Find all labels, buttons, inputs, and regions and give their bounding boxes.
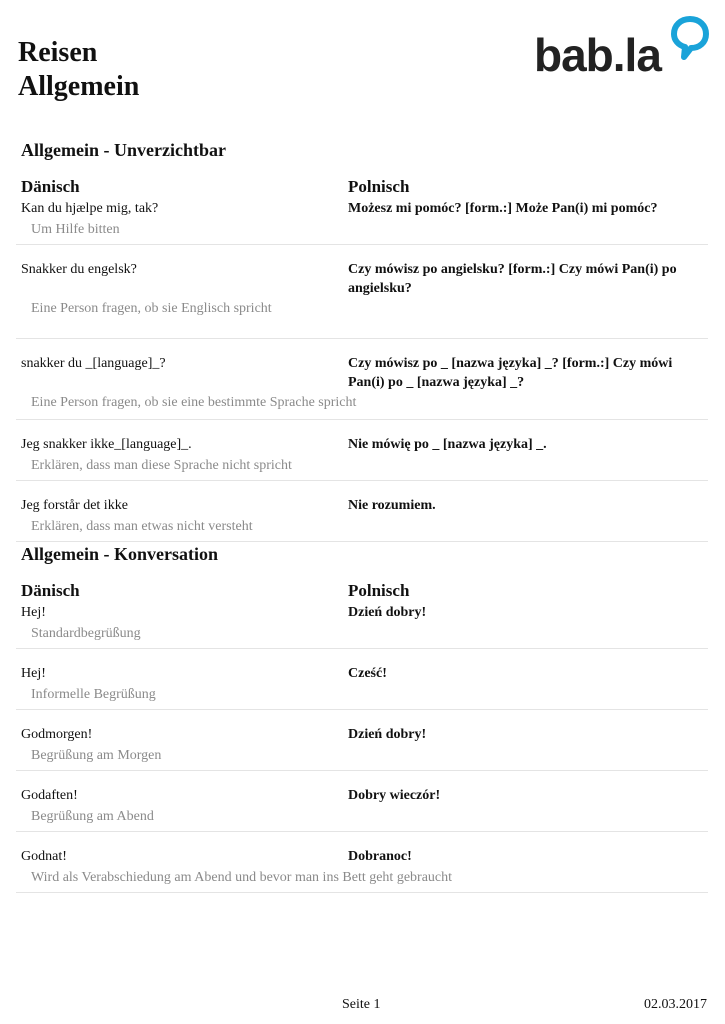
document-date: 02.03.2017 xyxy=(644,997,707,1012)
column-headers xyxy=(16,177,708,199)
phrase-row xyxy=(16,435,708,481)
phrase-context: Eine Person fragen, ob sie Englisch spricht xyxy=(31,301,272,316)
phrase-context: Erklären, dass man diese Sprache nicht spricht xyxy=(31,458,292,473)
section-title: Allgemein - Unverzichtbar xyxy=(21,140,226,160)
phrase-danish: Snakker du engelsk? xyxy=(21,262,137,277)
section-title: Allgemein - Konversation xyxy=(21,544,218,564)
document-title xyxy=(18,36,139,104)
phrase-polish: Nie mówię po _ [nazwa języka] _. xyxy=(348,437,547,452)
phrase-polish: Czy mówisz po angielsku? [form.:] Czy mówi Pan(i) po angielsku? xyxy=(348,262,677,296)
phrase-row xyxy=(16,786,708,832)
phrase-danish: Godnat! xyxy=(21,849,67,864)
column-header-danish: Dänisch xyxy=(21,581,80,600)
phrase-polish: Dzień dobry! xyxy=(348,605,427,620)
phrase-context: Begrüßung am Morgen xyxy=(31,748,162,763)
phrase-danish: snakker du _[language]_? xyxy=(21,356,166,371)
logo-text: bab.la xyxy=(534,29,661,81)
phrase-context: Begrüßung am Abend xyxy=(31,809,154,824)
phrase-polish: Czy mówisz po _ [nazwa języka] _? [form.:] Czy mówi Pan(i) po _ [nazwa języka] _? xyxy=(348,356,673,390)
phrase-context: Wird als Verabschiedung am Abend und bevor man ins Bett geht gebraucht xyxy=(31,870,453,885)
phrase-context: Um Hilfe bitten xyxy=(31,222,120,237)
document-title-line-1: Reisen xyxy=(18,37,98,68)
phrase-context: Eine Person fragen, ob sie eine bestimmte Sprache spricht xyxy=(31,395,357,410)
column-header-polish: Polnisch xyxy=(348,177,410,196)
phrase-polish: Dzień dobry! xyxy=(348,727,427,742)
phrase-row xyxy=(16,199,708,245)
phrase-danish: Jeg forstår det ikke xyxy=(21,498,128,513)
phrase-context: Informelle Begrüßung xyxy=(31,687,156,702)
phrase-row xyxy=(16,664,708,710)
phrase-polish: Nie rozumiem. xyxy=(348,498,436,513)
phrase-context: Standardbegrüßung xyxy=(31,626,141,641)
phrase-polish: Dobranoc! xyxy=(348,849,412,864)
section-konversation xyxy=(16,543,708,893)
phrase-danish: Hej! xyxy=(21,605,46,620)
babla-logo xyxy=(534,16,710,80)
phrase-danish: Jeg snakker ikke_[language]_. xyxy=(21,437,192,452)
phrase-danish: Hej! xyxy=(21,666,46,681)
phrase-row xyxy=(16,260,708,339)
phrase-danish: Kan du hjælpe mig, tak? xyxy=(21,201,159,216)
column-header-polish: Polnisch xyxy=(348,581,410,600)
phrase-danish: Godmorgen! xyxy=(21,727,93,742)
section-unverzichtbar xyxy=(16,139,708,542)
column-header-danish: Dänisch xyxy=(21,177,80,196)
phrase-polish: Dobry wieczór! xyxy=(348,788,441,803)
phrase-row xyxy=(16,725,708,771)
phrase-danish: Godaften! xyxy=(21,788,78,803)
page-number: Seite 1 xyxy=(342,997,381,1012)
phrase-row xyxy=(16,847,708,893)
phrase-context: Erklären, dass man etwas nicht versteht xyxy=(31,519,253,534)
phrase-row xyxy=(16,603,708,649)
phrase-row xyxy=(16,496,708,542)
column-headers xyxy=(16,581,708,603)
speech-bubble-icon xyxy=(670,16,710,60)
document-title-line-2: Allgemein xyxy=(18,71,140,102)
phrase-polish: Możesz mi pomóc? [form.:] Może Pan(i) mi pomóc? xyxy=(348,201,658,216)
phrase-row xyxy=(16,354,708,420)
phrase-polish: Cześć! xyxy=(348,666,387,681)
